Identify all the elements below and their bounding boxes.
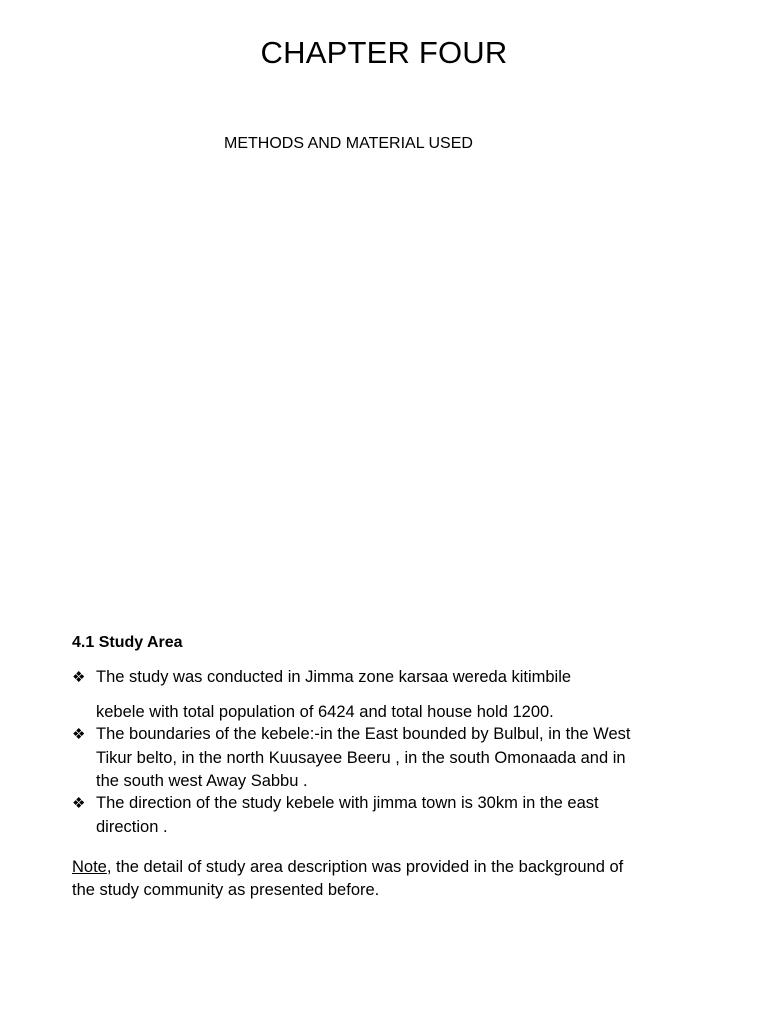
subsection-title: 4.1 Study Area bbox=[72, 634, 183, 651]
chapter-title: CHAPTER FOUR bbox=[260, 35, 508, 70]
bullet-item-boundaries bbox=[72, 723, 632, 794]
bullet-text: The boundaries of the kebele:-in the East bounded by Bulbul, in the West Tikur belto, in the north Kuusayee Beeru , in the south Omonaada and in the south west Away Sabbu . bbox=[96, 725, 631, 790]
section-heading: METHODS AND MATERIAL USED bbox=[224, 135, 473, 152]
note-text: , the detail of study area description was provided in the background of the study community as presented before. bbox=[72, 857, 624, 899]
diamond-bullet-icon: ❖ bbox=[72, 726, 86, 743]
bullet-item-population bbox=[72, 666, 632, 724]
diamond-bullet-icon: ❖ bbox=[72, 669, 86, 686]
bullet-text-line: kebele with total population of 6424 and total house hold 1200. bbox=[96, 702, 554, 721]
diamond-bullet-icon: ❖ bbox=[72, 795, 86, 812]
bullet-text-line: The study was conducted in Jimma zone karsaa wereda kitimbile bbox=[96, 668, 572, 686]
bullet-item-direction bbox=[72, 792, 632, 839]
bullet-text: The direction of the study kebele with jimma town is 30km in the east direction . bbox=[96, 794, 599, 836]
note-paragraph bbox=[72, 856, 632, 903]
note-label: Note bbox=[72, 857, 107, 876]
